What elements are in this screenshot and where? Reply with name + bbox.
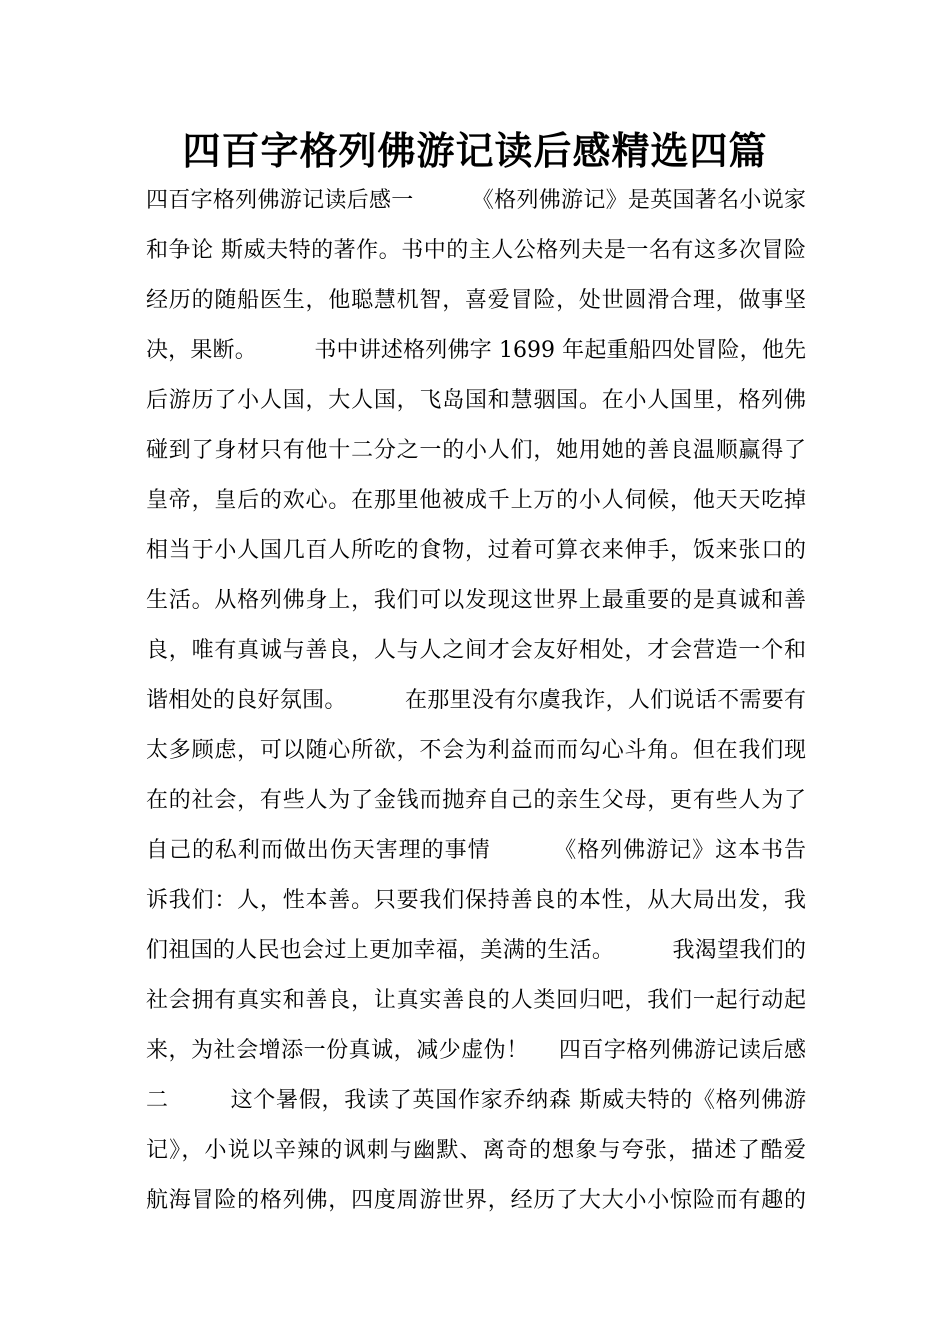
text-line: 和争论 斯威夫特的著作。书中的主人公格列夫是一名有这多次冒险 xyxy=(146,238,806,263)
text-line: 皇帝，皇后的欢心。在那里他被成千上万的小人伺候，他天天吃掉 xyxy=(146,488,806,513)
text-line: 太多顾虑，可以随心所欲，不会为利益而而勾心斗角。但在我们现 xyxy=(146,738,806,763)
text-line: 经历的随船医生，他聪慧机智，喜爱冒险，处世圆滑合理，做事坚 xyxy=(146,288,806,313)
text-line: 相当于小人国几百人所吃的食物，过着可算衣来伸手，饭来张口的 xyxy=(146,538,806,563)
text-line: 四百字格列佛游记读后感一 《格列佛游记》是英国著名小说家 xyxy=(146,188,806,213)
text-line: 社会拥有真实和善良，让真实善良的人类回归吧，我们一起行动起 xyxy=(146,988,806,1013)
text-line: 们祖国的人民也会过上更加幸福，美满的生活。 我渴望我们的 xyxy=(146,938,806,963)
text-line: 二 这个暑假，我读了英国作家乔纳森 斯威夫特的《格列佛游 xyxy=(146,1088,806,1113)
text-line: 良，唯有真诚与善良，人与人之间才会友好相处，才会营造一个和 xyxy=(146,638,806,663)
text-line: 记》，小说以辛辣的讽刺与幽默、离奇的想象与夸张，描述了酷爱 xyxy=(146,1138,806,1163)
text-line: 航海冒险的格列佛，四度周游世界，经历了大大小小惊险而有趣的 xyxy=(146,1188,806,1213)
text-line: 后游历了小人国，大人国，飞岛国和慧骃国。在小人国里，格列佛 xyxy=(146,388,806,413)
document-title: 四百字格列佛游记读后感精选四篇 xyxy=(182,129,768,173)
text-line: 诉我们：人，性本善。只要我们保持善良的本性，从大局出发，我 xyxy=(146,888,806,913)
text-line: 决，果断。 书中讲述格列佛字 1699 年起重船四处冒险，他先 xyxy=(146,338,806,363)
text-line: 在的社会，有些人为了金钱而抛弃自己的亲生父母，更有些人为了 xyxy=(146,788,806,813)
text-line: 碰到了身材只有他十二分之一的小人们，她用她的善良温顺赢得了 xyxy=(146,438,806,463)
text-line: 谐相处的良好氛围。 在那里没有尔虞我诈，人们说话不需要有 xyxy=(146,688,806,713)
text-line: 自己的私利而做出伤天害理的事情 《格列佛游记》这本书告 xyxy=(146,838,806,863)
document-body xyxy=(146,176,806,1226)
text-line: 生活。从格列佛身上，我们可以发现这世界上最重要的是真诚和善 xyxy=(146,588,806,613)
text-line: 来，为社会增添一份真诚，减少虚伪！ 四百字格列佛游记读后感 xyxy=(146,1038,806,1063)
